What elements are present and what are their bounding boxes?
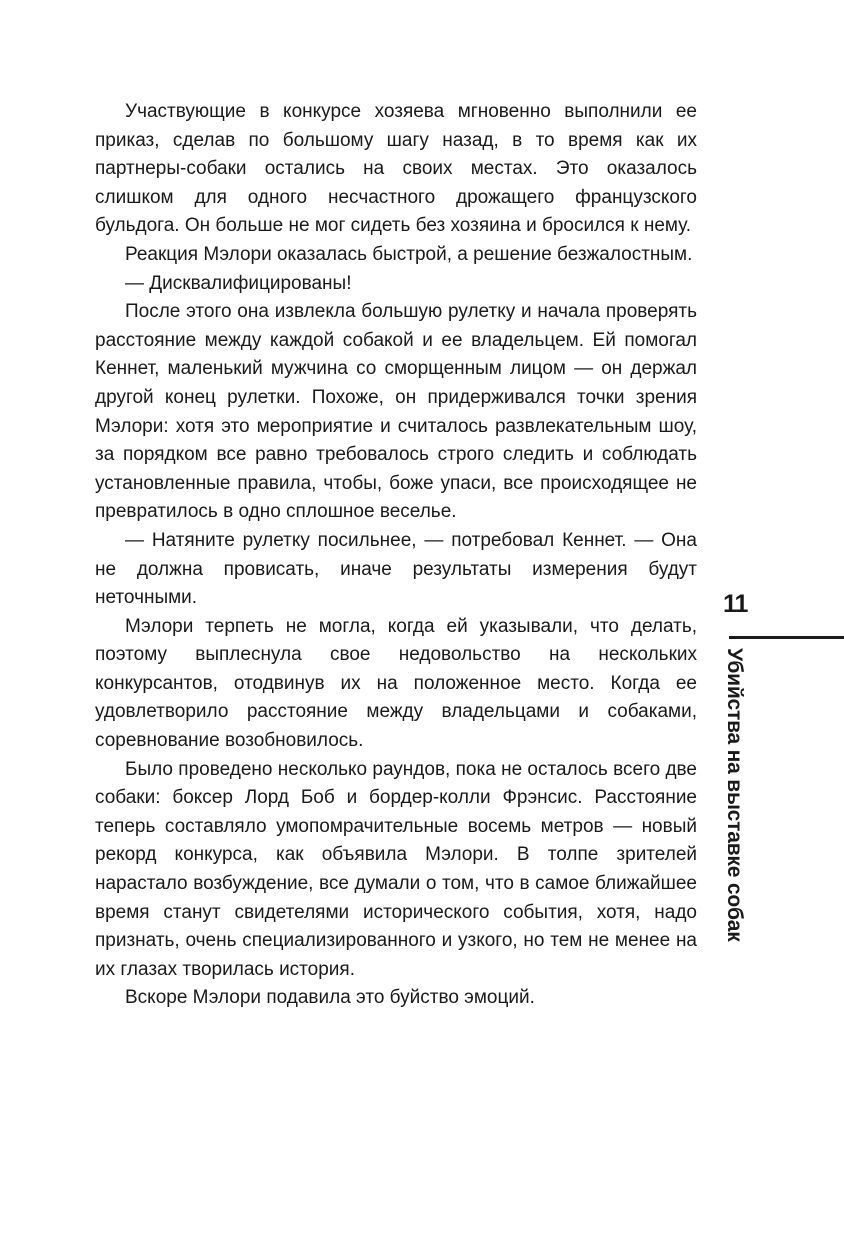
body-text [95, 98, 697, 1013]
header-rule [729, 636, 844, 639]
page-number: 11 [723, 590, 748, 618]
paragraph: Реакция Мэлори оказалась быстрой, а решение безжалостным. [125, 243, 693, 265]
paragraph: — Дисквалифицированы! [125, 272, 352, 294]
running-title: Убийства на выставке собак [723, 648, 746, 942]
paragraph: Мэлори терпеть не могла, когда ей указывали, что делать, поэтому выплеснула свое недовольство на нескольких конкурсантов, отодвинув их на положенное место. Когда ее удовлетворило расстояние между владельцами и собаками, соревнование возобновилось. [95, 615, 697, 752]
paragraph: — Натяните рулетку посильнее, — потребовал Кеннет. — Она не должна провисать, иначе результаты измерения будут неточными. [95, 529, 697, 609]
paragraph: После этого она извлекла большую рулетку и начала проверять расстояние между каждой собакой и ее владельцем. Ей помогал Кеннет, маленький мужчина со сморщенным лицом — он держал другой конец рулетки. Похоже, он придерживался точки зрения Мэлори: хотя это мероприятие и считалось развлекательным шоу, за порядком все равно требовалось строго следить и соблюдать установленные правила, чтобы, боже упаси, все происходящее не превратилось в одно сплошное веселье. [95, 301, 697, 523]
paragraph: Вскоре Мэлори подавила это буйство эмоций. [125, 987, 535, 1009]
paragraph: Участвующие в конкурсе хозяева мгновенно выполнили ее приказ, сделав по большому шагу назад, в то время как их партнеры-собаки остались на своих местах. Это оказалось слишком для одного несчастного дрожащего французского бульдога. Он больше не мог сидеть без хозяина и бросился к нему. [95, 101, 697, 237]
paragraph: Было проведено несколько раундов, пока не осталось всего две собаки: боксер Лорд Боб и бордер-колли Фрэнсис. Расстояние теперь составляло умопомрачительные восемь метров — новый рекорд конкурса, как объявила Мэлори. В толпе зрителей нарастало возбуждение, все думали о том, что в самое ближайшее время станут свидетелями исторического события, хотя, надо признать, очень специализированного и узкого, но тем не менее на их глазах творилась история. [95, 758, 697, 980]
